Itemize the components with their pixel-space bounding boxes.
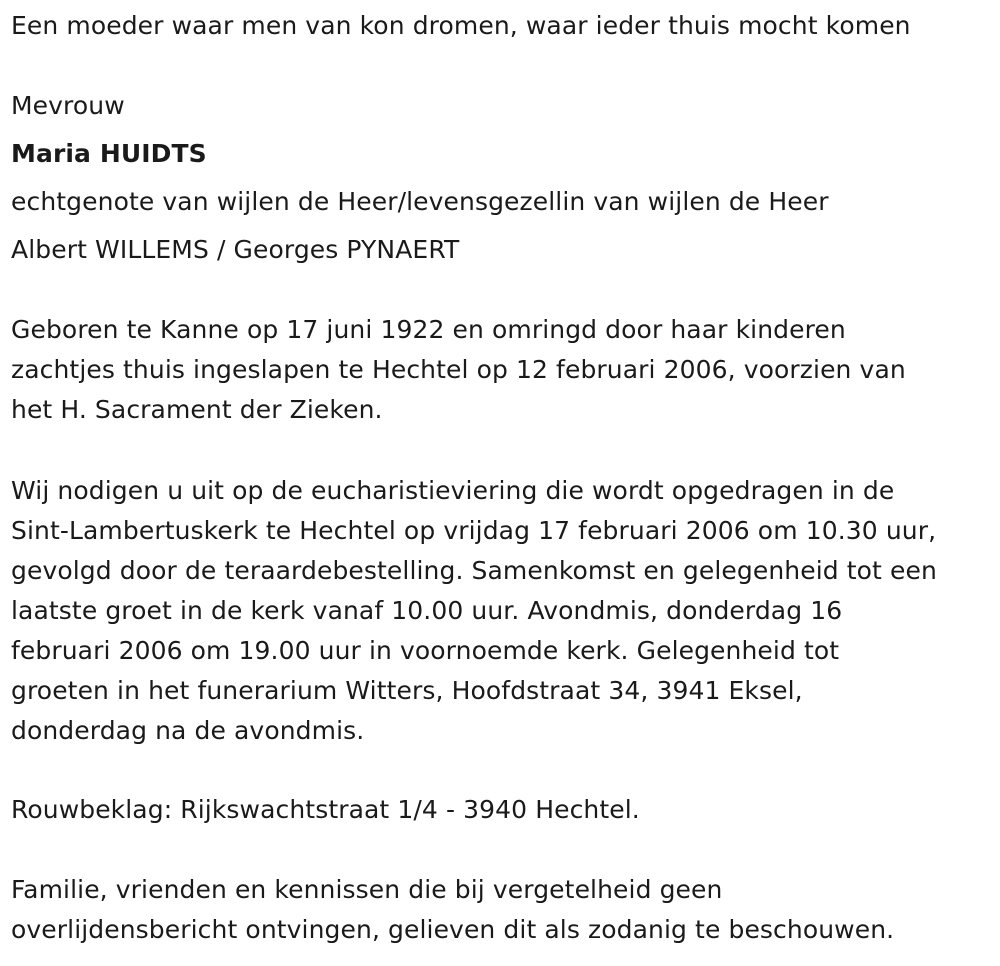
birth-death-line: zachtjes thuis ingeslapen te Hechtel op 12 februari 2006, voorzien van (11, 355, 906, 384)
relation-line: echtgenote van wijlen de Heer/levensgezellin van wijlen de Heer (11, 187, 829, 216)
birth-death-line: Geboren te Kanne op 17 juni 1922 en omringd door haar kinderen (11, 315, 846, 344)
ceremony-line: Sint-Lambertuskerk te Hechtel op vrijdag 17 februari 2006 om 10.30 uur, (11, 516, 937, 545)
motto-text: Een moeder waar men van kon dromen, waar ieder thuis mocht komen (11, 11, 911, 40)
ceremony-line: laatste groet in de kerk vanaf 10.00 uur. Avondmis, donderdag 16 (11, 596, 843, 625)
spouse-names: Albert WILLEMS / Georges PYNAERT (11, 235, 460, 264)
ceremony-line: groeten in het funerarium Witters, Hoofdstraat 34, 3941 Eksel, (11, 676, 803, 705)
closing-line: overlijdensbericht ontvingen, gelieven dit als zodanig te beschouwen. (11, 915, 895, 944)
ceremony-line: februari 2006 om 19.00 uur in voornoemde kerk. Gelegenheid tot (11, 636, 840, 665)
closing-line: Familie, vrienden en kennissen die bij vergetelheid geen (11, 875, 723, 904)
ceremony-line: Wij nodigen u uit op de eucharistieviering die wordt opgedragen in de (11, 476, 895, 505)
ceremony-line: gevolgd door de teraardebestelling. Samenkomst en gelegenheid tot een (11, 556, 937, 585)
salutation: Mevrouw (11, 91, 125, 120)
birth-death-line: het H. Sacrament der Zieken. (11, 395, 383, 424)
ceremony-line: donderdag na de avondmis. (11, 716, 365, 745)
deceased-name: Maria HUIDTS (11, 139, 207, 168)
condolence-address: Rouwbeklag: Rijkswachtstraat 1/4 - 3940 Hechtel. (11, 795, 640, 824)
